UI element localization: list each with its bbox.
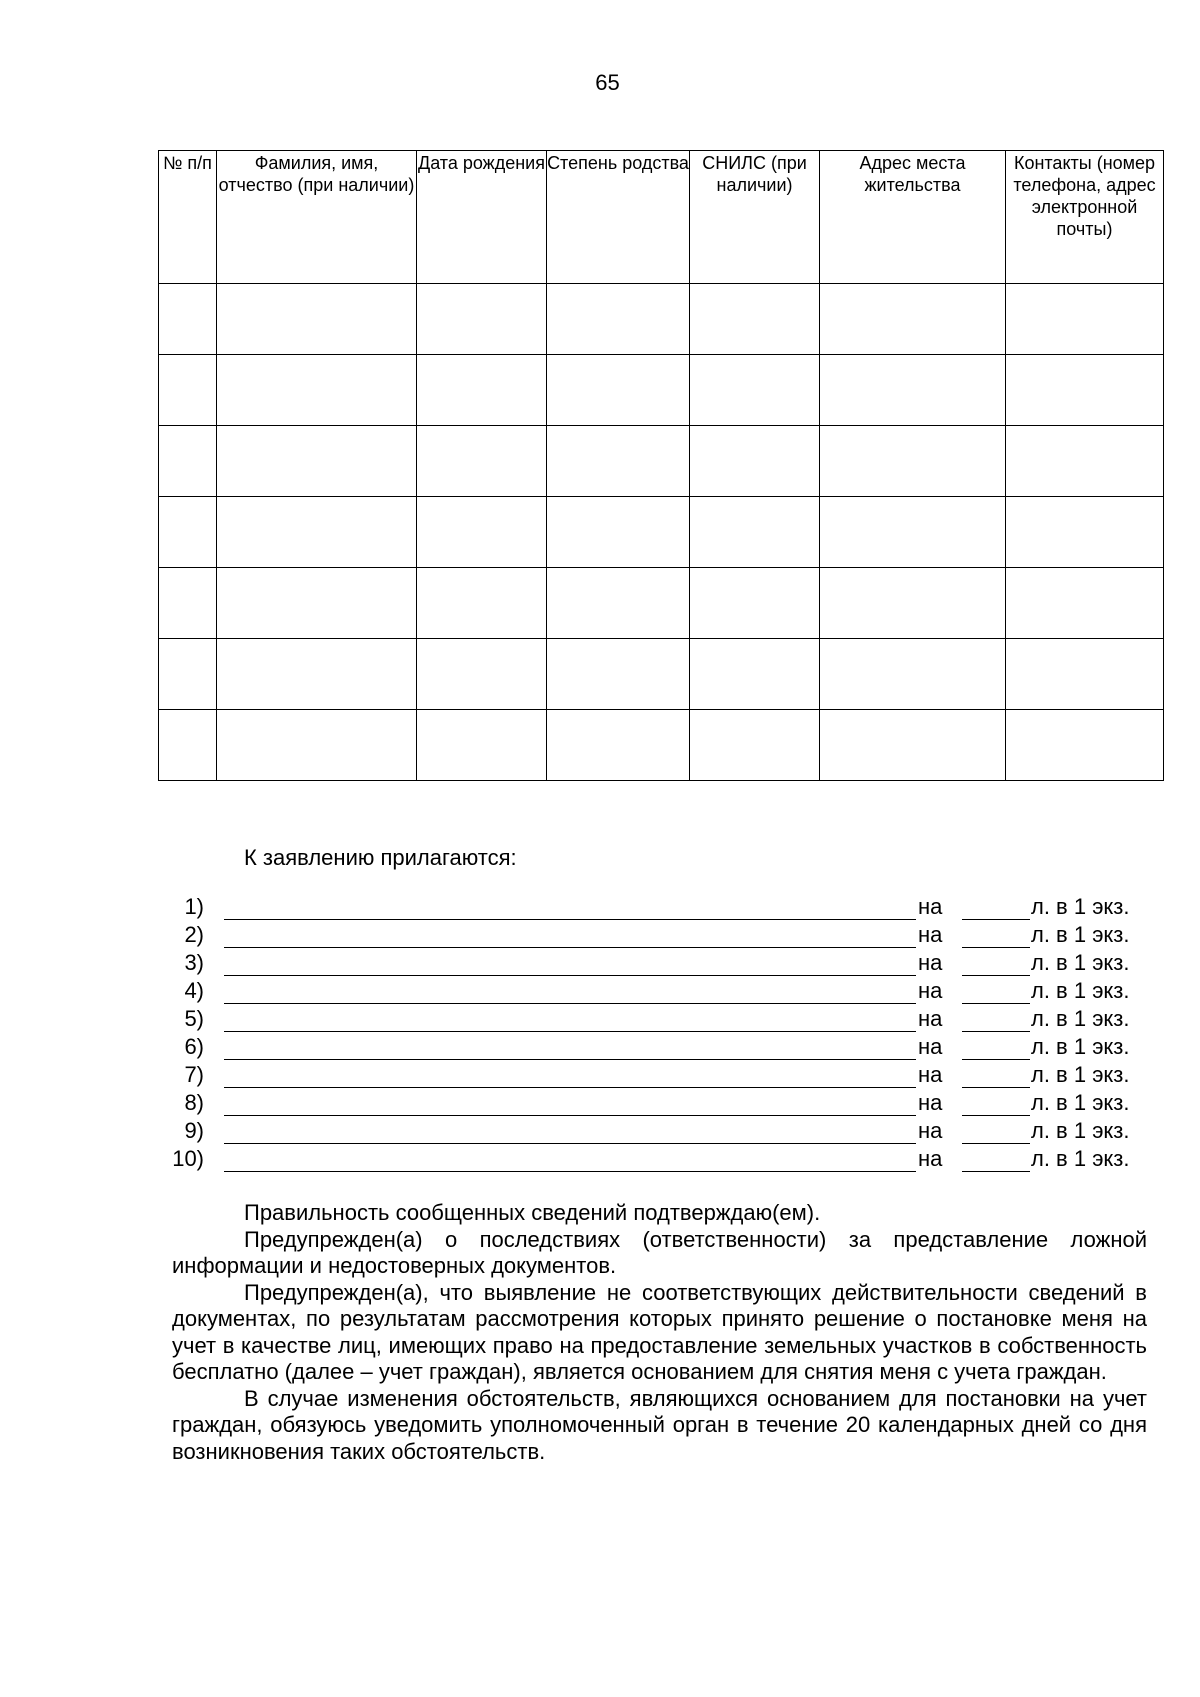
attachment-number: 9) xyxy=(184,1118,204,1143)
table-cell[interactable] xyxy=(417,568,547,639)
table-cell[interactable] xyxy=(690,568,820,639)
table-cell[interactable] xyxy=(690,355,820,426)
attachment-item xyxy=(0,1090,1200,1118)
attachment-name-blank[interactable] xyxy=(224,1171,916,1172)
attachment-sheets-blank[interactable] xyxy=(962,1031,1030,1032)
attachment-sheets-blank[interactable] xyxy=(962,1115,1030,1116)
table-cell[interactable] xyxy=(690,284,820,355)
attachment-item xyxy=(0,1034,1200,1062)
attachment-number: 6) xyxy=(184,1034,204,1059)
page-number: 65 xyxy=(595,70,620,95)
declaration-paragraph: В случае изменения обстоятельств, являющихся основанием для постановки на учет граждан, обязуюсь уведомить уполномоченный орган в течение 20 календарных дней со дня возникновения таких обстоятельств. xyxy=(172,1385,1147,1464)
table-cell[interactable] xyxy=(159,426,217,497)
table-cell[interactable] xyxy=(690,710,820,781)
attachment-name-blank[interactable] xyxy=(224,1087,916,1088)
table-row xyxy=(159,284,1164,355)
table-cell[interactable] xyxy=(547,284,690,355)
table-cell[interactable] xyxy=(1006,355,1164,426)
attachment-sheets-blank[interactable] xyxy=(962,947,1030,948)
attachment-na-label: на xyxy=(918,1062,943,1087)
table-cell[interactable] xyxy=(159,568,217,639)
attachment-number: 3) xyxy=(184,950,204,975)
header-relationship: Степень родства xyxy=(547,151,690,284)
table-row xyxy=(159,355,1164,426)
attachments-title: К заявлению прилагаются: xyxy=(244,845,517,870)
table-cell[interactable] xyxy=(547,639,690,710)
attachment-sheets-blank[interactable] xyxy=(962,1171,1030,1172)
attachment-item xyxy=(0,1146,1200,1174)
table-cell[interactable] xyxy=(547,426,690,497)
attachment-item xyxy=(0,894,1200,922)
table-cell[interactable] xyxy=(1006,639,1164,710)
table-cell[interactable] xyxy=(417,355,547,426)
table-cell[interactable] xyxy=(217,639,417,710)
table-cell[interactable] xyxy=(690,497,820,568)
attachment-name-blank[interactable] xyxy=(224,919,916,920)
attachment-copies-label: л. в 1 экз. xyxy=(1031,978,1130,1003)
attachment-number: 1) xyxy=(184,894,204,919)
table-header-row xyxy=(159,151,1164,284)
attachments-list xyxy=(0,894,1200,1174)
table-row xyxy=(159,426,1164,497)
table-cell[interactable] xyxy=(159,710,217,781)
table-cell[interactable] xyxy=(547,568,690,639)
attachment-name-blank[interactable] xyxy=(224,947,916,948)
attachment-na-label: на xyxy=(918,1090,943,1115)
attachment-na-label: на xyxy=(918,894,943,919)
header-birth-date: Дата рождения xyxy=(417,151,547,284)
attachment-sheets-blank[interactable] xyxy=(962,1143,1030,1144)
attachment-name-blank[interactable] xyxy=(224,975,916,976)
table-cell[interactable] xyxy=(159,355,217,426)
table-row xyxy=(159,710,1164,781)
attachment-copies-label: л. в 1 экз. xyxy=(1031,922,1130,947)
table-cell[interactable] xyxy=(417,426,547,497)
table-cell[interactable] xyxy=(417,497,547,568)
table-cell[interactable] xyxy=(1006,568,1164,639)
header-contacts: Контакты (номер телефона, адрес электронной почты) xyxy=(1006,151,1164,284)
attachment-number: 8) xyxy=(184,1090,204,1115)
table-row xyxy=(159,639,1164,710)
table-cell[interactable] xyxy=(820,639,1006,710)
table-cell[interactable] xyxy=(217,568,417,639)
table-cell[interactable] xyxy=(217,355,417,426)
attachment-na-label: на xyxy=(918,1146,943,1171)
table-cell[interactable] xyxy=(417,639,547,710)
table-cell[interactable] xyxy=(217,284,417,355)
attachment-sheets-blank[interactable] xyxy=(962,919,1030,920)
attachment-copies-label: л. в 1 экз. xyxy=(1031,1062,1130,1087)
attachment-name-blank[interactable] xyxy=(224,1003,916,1004)
table-cell[interactable] xyxy=(547,710,690,781)
header-number: № п/п xyxy=(159,151,217,284)
attachment-na-label: на xyxy=(918,950,943,975)
table-cell[interactable] xyxy=(217,497,417,568)
table-cell[interactable] xyxy=(820,284,1006,355)
attachment-na-label: на xyxy=(918,922,943,947)
attachment-number: 4) xyxy=(184,978,204,1003)
declaration-paragraph: Правильность сообщенных сведений подтверждаю(ем). xyxy=(244,1200,821,1225)
table-cell[interactable] xyxy=(690,639,820,710)
attachment-name-blank[interactable] xyxy=(224,1143,916,1144)
table-cell[interactable] xyxy=(820,355,1006,426)
table-cell[interactable] xyxy=(159,284,217,355)
attachment-name-blank[interactable] xyxy=(224,1115,916,1116)
attachment-copies-label: л. в 1 экз. xyxy=(1031,1090,1130,1115)
table-cell[interactable] xyxy=(417,710,547,781)
attachment-item xyxy=(0,1118,1200,1146)
attachment-number: 2) xyxy=(184,922,204,947)
table-cell[interactable] xyxy=(217,426,417,497)
attachment-sheets-blank[interactable] xyxy=(962,1059,1030,1060)
attachment-item xyxy=(0,950,1200,978)
table-cell[interactable] xyxy=(417,284,547,355)
attachment-copies-label: л. в 1 экз. xyxy=(1031,1146,1130,1171)
table-cell[interactable] xyxy=(1006,710,1164,781)
attachment-na-label: на xyxy=(918,978,943,1003)
header-address: Адрес места жительства xyxy=(820,151,1006,284)
table-cell[interactable] xyxy=(159,497,217,568)
table-cell[interactable] xyxy=(1006,497,1164,568)
attachment-copies-label: л. в 1 экз. xyxy=(1031,1118,1130,1143)
table-cell[interactable] xyxy=(820,426,1006,497)
table-cell[interactable] xyxy=(159,639,217,710)
attachment-sheets-blank[interactable] xyxy=(962,1003,1030,1004)
declaration-paragraph: Предупрежден(а) о последствиях (ответственности) за представление ложной информации и недостоверных документов. xyxy=(172,1226,1147,1278)
table-cell[interactable] xyxy=(1006,426,1164,497)
family-members-table xyxy=(158,150,1164,781)
attachment-number: 10) xyxy=(172,1146,204,1171)
attachment-number: 5) xyxy=(184,1006,204,1031)
header-full-name: Фамилия, имя, отчество (при наличии) xyxy=(217,151,417,284)
table-cell[interactable] xyxy=(547,497,690,568)
attachment-na-label: на xyxy=(918,1034,943,1059)
table-cell[interactable] xyxy=(820,568,1006,639)
table-body xyxy=(159,284,1164,781)
table-cell[interactable] xyxy=(547,355,690,426)
attachment-copies-label: л. в 1 экз. xyxy=(1031,894,1130,919)
attachment-na-label: на xyxy=(918,1006,943,1031)
declarations xyxy=(172,1200,1147,1465)
attachment-number: 7) xyxy=(184,1062,204,1087)
table-row xyxy=(159,497,1164,568)
attachment-name-blank[interactable] xyxy=(224,1059,916,1060)
attachment-sheets-blank[interactable] xyxy=(962,975,1030,976)
attachment-item xyxy=(0,1062,1200,1090)
header-snils: СНИЛС (при наличии) xyxy=(690,151,820,284)
attachment-item xyxy=(0,978,1200,1006)
declaration-paragraph: Предупрежден(а), что выявление не соответствующих действительности сведений в документах, по результатам рассмотрения которых принято решение о постановке меня на учет в качестве лиц, имеющих право на предоставление земельных участков в собственность бесплатно (далее – учет граждан), является основанием для снятия меня с учета граждан. xyxy=(172,1279,1147,1384)
attachment-item xyxy=(0,922,1200,950)
attachment-item xyxy=(0,1006,1200,1034)
attachment-copies-label: л. в 1 экз. xyxy=(1031,950,1130,975)
attachment-copies-label: л. в 1 экз. xyxy=(1031,1034,1130,1059)
attachment-sheets-blank[interactable] xyxy=(962,1087,1030,1088)
attachment-copies-label: л. в 1 экз. xyxy=(1031,1006,1130,1031)
table-cell[interactable] xyxy=(820,497,1006,568)
attachment-na-label: на xyxy=(918,1118,943,1143)
table-cell[interactable] xyxy=(820,710,1006,781)
table-cell[interactable] xyxy=(1006,284,1164,355)
table-cell[interactable] xyxy=(217,710,417,781)
table-row xyxy=(159,568,1164,639)
table-cell[interactable] xyxy=(690,426,820,497)
attachment-name-blank[interactable] xyxy=(224,1031,916,1032)
